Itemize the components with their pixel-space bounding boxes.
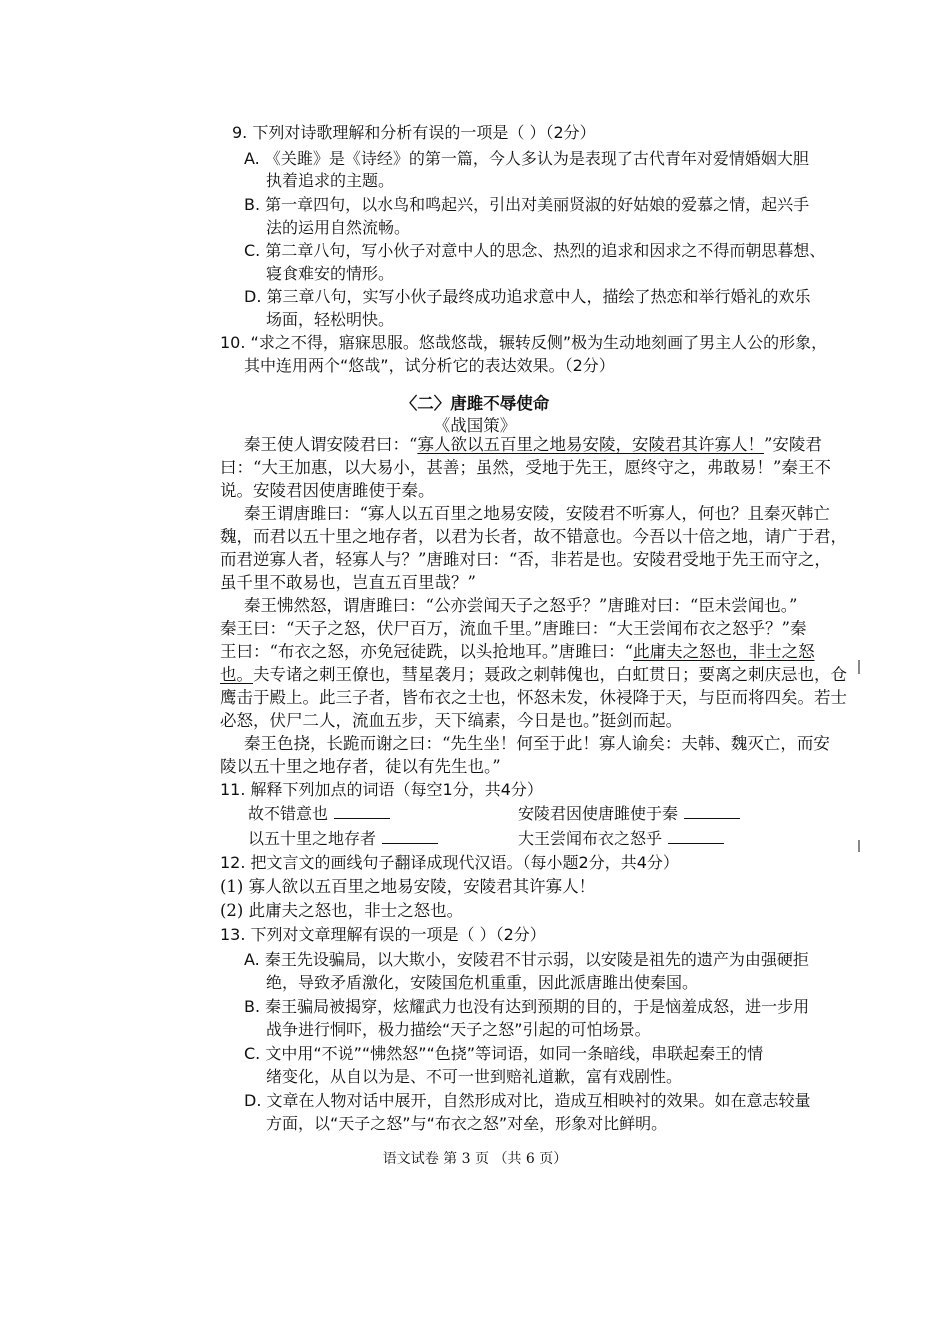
q12-stem: 12. 把文言文的画线句子翻译成现代汉语。（每小题2分，共4分） — [220, 853, 679, 872]
q9-option-a: A. 《关雎》是《诗经》的第一篇，今人多认为是表现了古代青年对爱情婚姻大胆 — [244, 149, 809, 168]
passage-text: 夫专诸之刺王僚也，彗星袭月；聂政之刺韩傀也，白虹贯日；要离之刺庆忌也，仓 — [253, 665, 847, 684]
passage-line: 秦王怫然怒，谓唐雎曰：“公亦尝闻天子之怒乎？”唐雎对曰：“臣未尝闻也。” — [244, 596, 798, 615]
passage-text: ”安陵君 — [763, 435, 822, 454]
section-source: 《战国策》 — [433, 416, 517, 435]
answer-blank[interactable] — [334, 804, 390, 819]
q9-option-d: D. 第三章八句，实写小伙子最终成功追求意中人，描绘了热恋和举行婚礼的欢乐 — [244, 287, 811, 306]
passage-line: 而君逆寡人者，轻寡人与？”唐雎对曰：“否，非若是也。安陵君受地于先王而守之， — [220, 550, 831, 569]
q11-item-text: 大王尝闻布衣之怒乎 — [518, 829, 663, 848]
section-title: 〈二〉唐雎不辱使命 — [400, 394, 550, 413]
q13-option-c-cont: 绪变化，从自以为是、不可一世到赔礼道歉，富有戏剧性。 — [266, 1067, 683, 1086]
answer-blank[interactable] — [382, 829, 438, 844]
passage-line — [244, 434, 822, 456]
answer-blank[interactable] — [684, 804, 740, 819]
underlined-sentence-1: 寡人欲以五百里之地易安陵，安陵君其许寡人！ — [417, 435, 764, 454]
q12-sentence-1: (1) 寡人欲以五百里之地易安陵，安陵君其许寡人！ — [220, 877, 596, 896]
q10-line2: 其中连用两个“悠哉”，试分析它的表达效果。（2分） — [244, 356, 615, 375]
passage-line: 陵以五十里之地存者，徒以有先生也。” — [220, 757, 501, 776]
underlined-sentence-2-end: 也。 — [220, 665, 253, 684]
q13-option-d-cont: 方面，以“天子之怒”与“布衣之怒”对垒，形象对比鲜明。 — [266, 1114, 668, 1133]
q11-item-text: 安陵君因使唐雎使于秦 — [518, 804, 679, 823]
q9-option-b-cont: 法的运用自然流畅。 — [266, 218, 411, 237]
q11-item-text: 故不错意也 — [248, 804, 329, 823]
passage-line: 曰：“大王加惠，以大易小，甚善；虽然，受地于先王，愿终守之，弗敢易！”秦王不 — [220, 458, 831, 477]
q11-item-3 — [248, 828, 438, 850]
underlined-sentence-2: 此庸夫之怒也，非士之怒 — [633, 642, 815, 661]
passage-line: 鹰击于殿上。此三子者，皆布衣之士也，怀怒未发，休祲降于天，与臣而将四矣。若士 — [220, 688, 847, 707]
q9-stem: 9. 下列对诗歌理解和分析有误的一项是（ ）（2分） — [232, 123, 596, 142]
q13-option-a-cont: 绝，导致矛盾激化，安陵国危机重重，因此派唐雎出使秦国。 — [266, 973, 699, 992]
passage-line: 秦王色挠，长跪而谢之曰：“先生坐！何至于此！寡人谕矣：夫韩、魏灭亡，而安 — [244, 734, 830, 753]
q9-option-b: B. 第一章四句，以水鸟和鸣起兴，引出对美丽贤淑的好姑娘的爱慕之情，起兴手 — [244, 195, 810, 214]
answer-blank[interactable] — [668, 829, 724, 844]
q13-stem: 13. 下列对文章理解有误的一项是（ ）（2分） — [220, 925, 546, 944]
q13-option-b: B. 秦王骗局被揭穿，炫耀武力也没有达到预期的目的，于是恼羞成怒，进一步用 — [244, 997, 810, 1016]
scan-mark — [858, 660, 860, 674]
passage-text: 秦王使人谓安陵君曰：“ — [244, 435, 418, 454]
passage-line: 虽千里不敢易也，岂直五百里哉？” — [220, 573, 476, 592]
q13-option-b-cont: 战争进行恫吓，极力描绘“天子之怒”引起的可怕场景。 — [266, 1020, 651, 1039]
passage-line: 必怒，伏尸二人，流血五步，天下缟素，今日是也。”挺剑而起。 — [220, 711, 683, 730]
q9-option-a-cont: 执着追求的主题。 — [266, 171, 395, 190]
q11-stem: 11. 解释下列加点的词语（每空1分，共4分） — [220, 780, 543, 799]
passage-line — [220, 664, 847, 686]
q9-option-c-cont: 寝食难安的情形。 — [266, 264, 395, 283]
q10-line1: 10. “求之不得，寤寐思服。悠哉悠哉，辗转反侧”极为生动地刻画了男主人公的形象， — [220, 333, 828, 352]
passage-line: 魏，而君以五十里之地存者，以君为长者，故不错意也。今吾以十倍之地，请广于君， — [220, 527, 847, 546]
q11-item-4 — [518, 828, 724, 850]
q9-option-d-cont: 场面，轻松明快。 — [266, 310, 395, 329]
q11-item-1 — [248, 803, 390, 825]
q11-item-2 — [518, 803, 740, 825]
q13-option-c: C. 文中用“不说”“怫然怒”“色挠”等词语，如同一条暗线，串联起秦王的情 — [244, 1044, 764, 1063]
page-footer: 语文试卷 第 3 页 （共 6 页） — [382, 1151, 568, 1167]
passage-line: 说。安陵君因使唐雎使于秦。 — [220, 481, 435, 500]
scan-mark — [858, 840, 860, 852]
passage-line: 秦王曰：“天子之怒，伏尸百万，流血千里。”唐雎曰：“大王尝闻布衣之怒乎？”秦 — [220, 619, 807, 638]
q12-sentence-2: (2) 此庸夫之怒也，非士之怒也。 — [220, 901, 464, 920]
q13-option-a: A. 秦王先设骗局，以大欺小，安陵君不甘示弱，以安陵是祖先的遗产为由强硬拒 — [244, 950, 809, 969]
q9-option-c: C. 第二章八句，写小伙子对意中人的思念、热烈的追求和因求之不得而朝思暮想、 — [244, 241, 826, 260]
q13-option-d: D. 文章在人物对话中展开，自然形成对比，造成互相映衬的效果。如在意志较量 — [244, 1091, 811, 1110]
passage-text: 王曰：“布衣之怒，亦免冠徒跣，以头抢地耳。”唐雎曰：“ — [220, 642, 634, 661]
passage-line: 秦王谓唐雎曰：“寡人以五百里之地易安陵，安陵君不听寡人，何也？且秦灭韩亡 — [244, 504, 830, 523]
q11-item-text: 以五十里之地存者 — [248, 829, 377, 848]
passage-line — [220, 641, 815, 663]
